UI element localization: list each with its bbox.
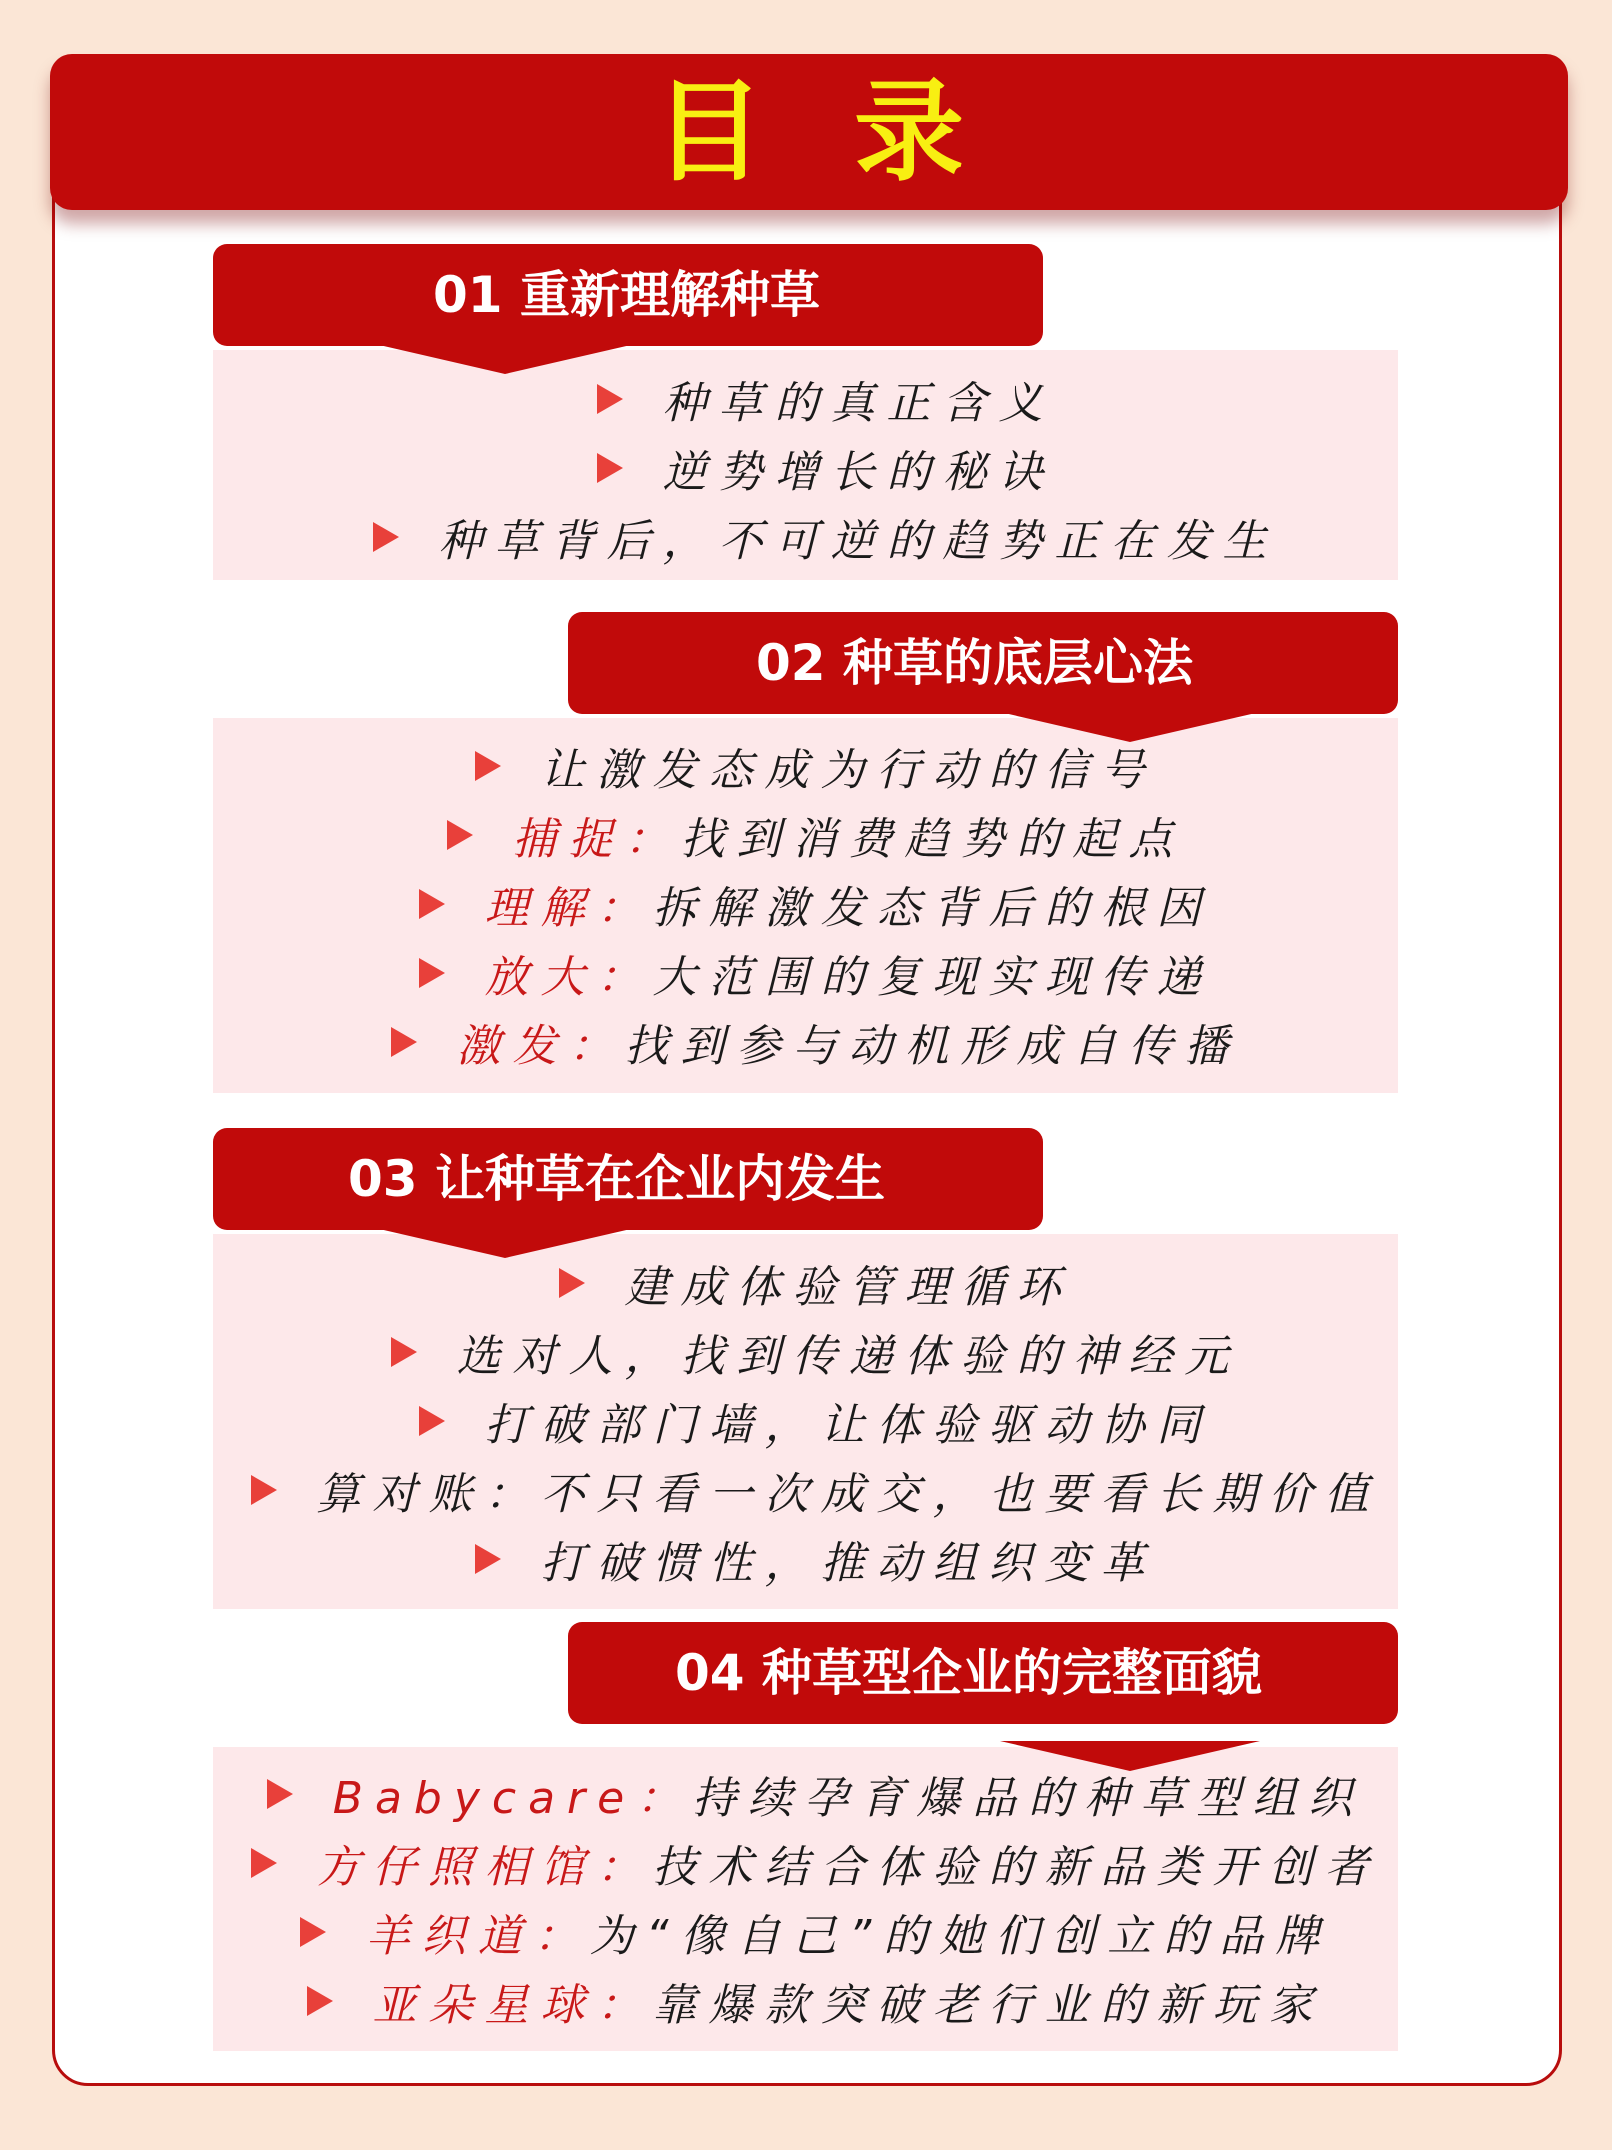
- item-text: 打破部门墙，让体验驱动协同: [484, 1399, 1213, 1451]
- section-04-list: [213, 1759, 1398, 2035]
- section-01-heading: [213, 244, 1043, 346]
- triangle-bullet-icon: [419, 1406, 445, 1436]
- section-03-list: [213, 1248, 1398, 1593]
- triangle-bullet-icon: [447, 820, 473, 850]
- item-keyword: 放大：: [484, 951, 653, 1003]
- item-text: 选对人，找到传递体验的神经元: [456, 1330, 1241, 1382]
- section-04-heading: [568, 1622, 1398, 1724]
- triangle-bullet-icon: [300, 1917, 326, 1947]
- section-03-heading: [213, 1128, 1043, 1230]
- item-keyword: 羊织道：: [365, 1910, 590, 1962]
- triangle-bullet-icon: [251, 1848, 277, 1878]
- section-02-list: [213, 731, 1398, 1076]
- triangle-bullet-icon: [597, 384, 623, 414]
- list-item: [233, 1317, 1398, 1386]
- triangle-bullet-icon: [597, 453, 623, 483]
- list-item: [233, 800, 1398, 869]
- section-02-heading: [568, 612, 1398, 714]
- item-text: 打破惯性，推动组织变革: [540, 1537, 1157, 1589]
- triangle-bullet-icon: [419, 889, 445, 919]
- item-text: 种草背后，不可逆的趋势正在发生: [438, 515, 1279, 567]
- item-text: 找到参与动机形成自传播: [624, 1020, 1241, 1072]
- triangle-bullet-icon: [307, 1986, 333, 2016]
- list-item: [233, 938, 1398, 1007]
- triangle-bullet-icon: [391, 1337, 417, 1367]
- list-item: [233, 1524, 1398, 1593]
- item-text: 逆势增长的秘诀: [662, 446, 1055, 498]
- list-item: [233, 869, 1398, 938]
- list-item: [253, 433, 1398, 502]
- triangle-bullet-icon: [267, 1779, 293, 1809]
- item-text: 靠爆款突破老行业的新玩家: [652, 1979, 1325, 2031]
- section-02-title: 02 种草的底层心法: [756, 634, 1193, 692]
- triangle-bullet-icon: [373, 522, 399, 552]
- list-item: [233, 1759, 1398, 1828]
- list-item: [233, 1386, 1398, 1455]
- section-03-title: 03 让种草在企业内发生: [348, 1150, 885, 1208]
- triangle-bullet-icon: [391, 1027, 417, 1057]
- list-item: [233, 1966, 1398, 2035]
- item-text: 持续孕育爆品的种草型组织: [692, 1772, 1365, 1824]
- item-text: 算对账：不只看一次成交，也要看长期价值: [316, 1468, 1381, 1520]
- item-text: 让激发态成为行动的信号: [540, 744, 1157, 796]
- item-text: 找到消费趋势的起点: [680, 813, 1185, 865]
- item-text: 建成体验管理循环: [624, 1261, 1073, 1313]
- item-keyword: 捕捉：: [512, 813, 681, 865]
- section-04-title: 04 种草型企业的完整面貌: [675, 1644, 1262, 1702]
- list-item: [233, 1828, 1398, 1897]
- page-title: 目录: [654, 68, 1054, 196]
- list-item: [233, 731, 1398, 800]
- triangle-bullet-icon: [475, 751, 501, 781]
- item-text: 种草的真正含义: [662, 377, 1055, 429]
- item-keyword: 亚朵星球：: [372, 1979, 653, 2031]
- header-banner: [50, 54, 1568, 210]
- item-keyword: 方仔照相馆：: [316, 1841, 653, 1893]
- triangle-bullet-icon: [251, 1475, 277, 1505]
- triangle-bullet-icon: [559, 1268, 585, 1298]
- triangle-bullet-icon: [475, 1544, 501, 1574]
- item-text: 拆解激发态背后的根因: [652, 882, 1213, 934]
- list-item: [253, 502, 1398, 571]
- item-keyword: Babycare：: [332, 1772, 693, 1824]
- item-keyword: 理解：: [484, 882, 653, 934]
- triangle-bullet-icon: [419, 958, 445, 988]
- section-01-list: [213, 364, 1398, 571]
- section-01-title: 01 重新理解种草: [433, 266, 820, 324]
- list-item: [233, 1455, 1398, 1524]
- list-item: [253, 364, 1398, 433]
- item-text: 为“像自己”的她们创立的品牌: [589, 1910, 1332, 1962]
- item-text: 大范围的复现实现传递: [652, 951, 1213, 1003]
- list-item: [233, 1897, 1398, 1966]
- item-text: 技术结合体验的新品类开创者: [652, 1841, 1381, 1893]
- list-item: [233, 1248, 1398, 1317]
- item-keyword: 激发：: [456, 1020, 625, 1072]
- list-item: [233, 1007, 1398, 1076]
